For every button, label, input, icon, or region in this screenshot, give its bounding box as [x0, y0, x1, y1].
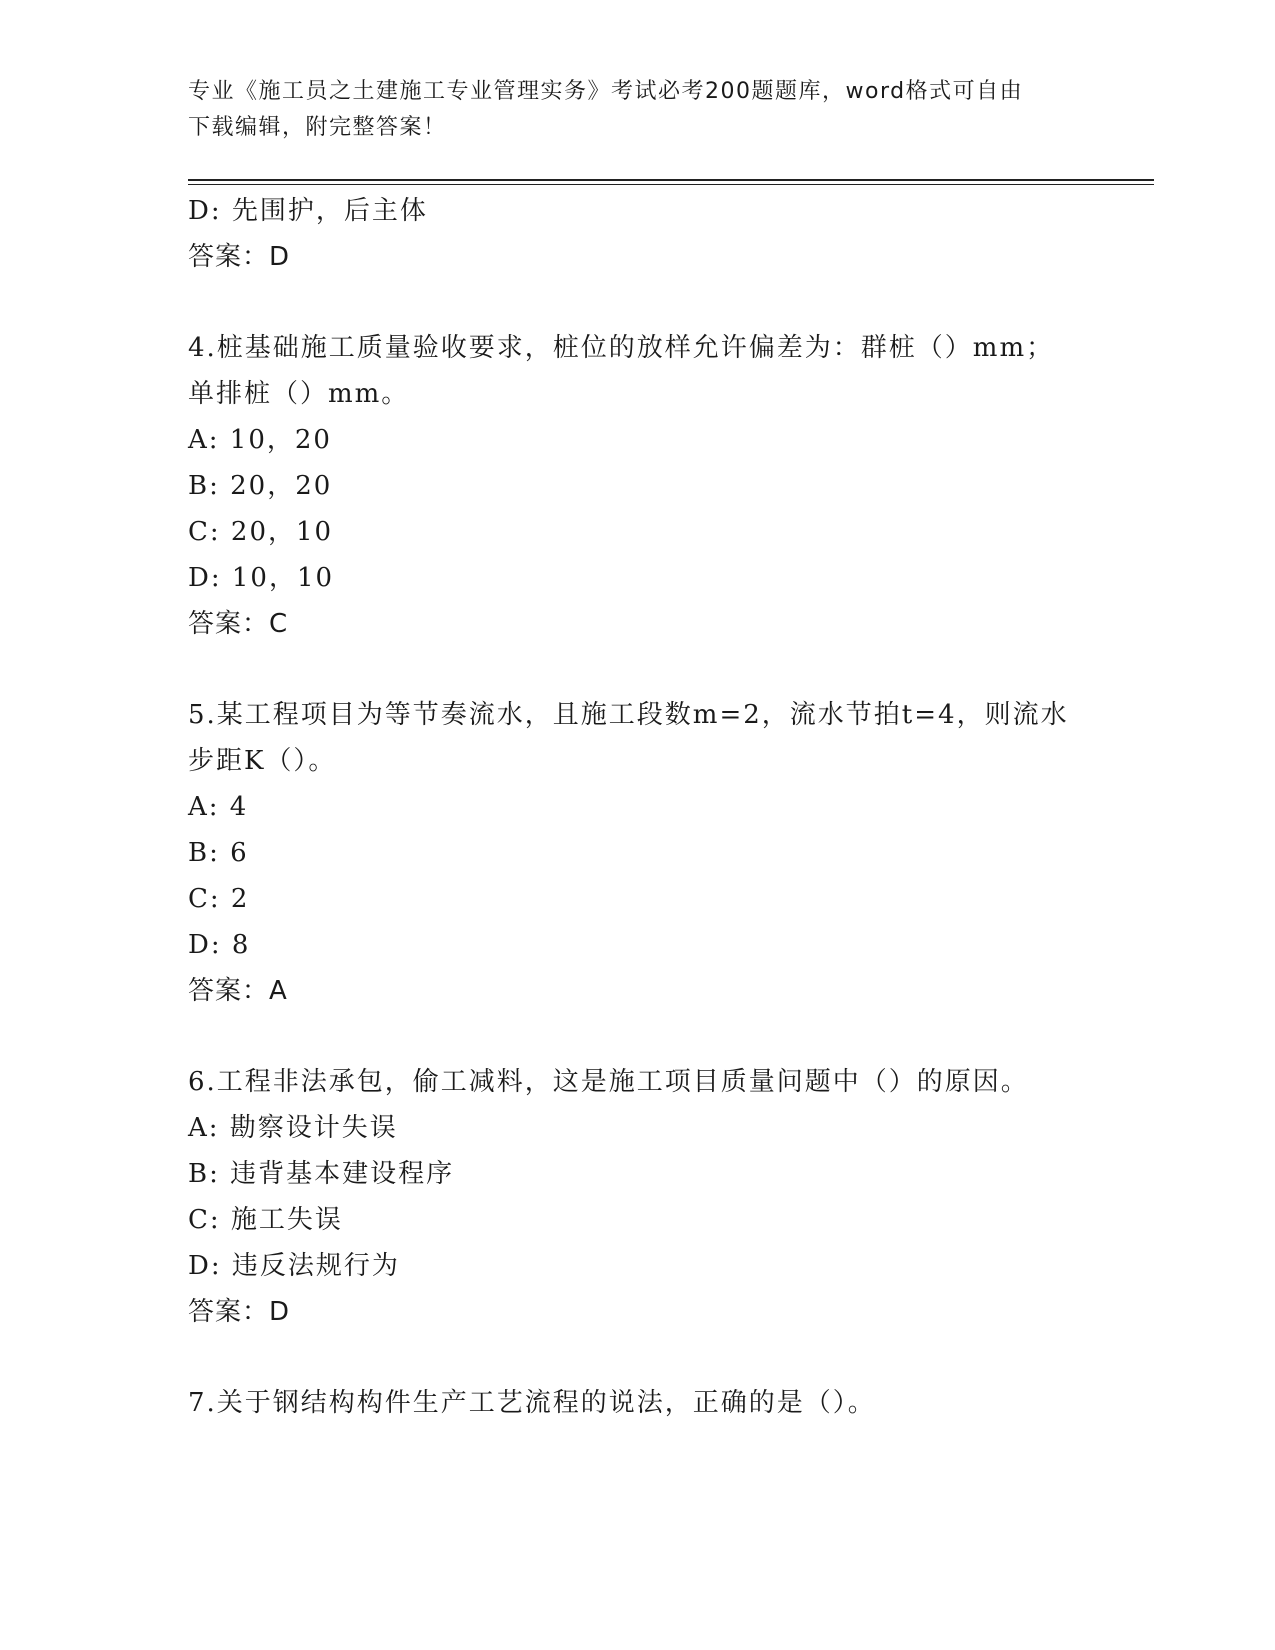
answer-line: 答案：A	[188, 976, 288, 1006]
question-3-fragment	[188, 188, 1088, 280]
option-d: D: 先围护，后主体	[188, 196, 428, 226]
option-d: D: 8	[188, 930, 251, 960]
header-divider-thick	[188, 179, 1154, 181]
question-6	[188, 1059, 1088, 1335]
question-4	[188, 325, 1088, 647]
question-text-line-1: 6.工程非法承包，偷工减料，这是施工项目质量问题中（）的原因。	[188, 1067, 1029, 1097]
header-line-2: 下载编辑，附完整答案！	[188, 115, 447, 140]
option-a: A: 勘察设计失误	[188, 1113, 398, 1143]
option-b: B: 6	[188, 838, 249, 868]
question-text-line-2: 步距K（）。	[188, 746, 337, 776]
answer-line: 答案：D	[188, 1297, 291, 1327]
option-c: C: 20，10	[188, 517, 334, 547]
question-5	[188, 692, 1088, 1014]
option-b: B: 20，20	[188, 471, 333, 501]
header-divider-thin	[188, 184, 1154, 185]
document-header	[188, 74, 1088, 146]
answer-line: 答案：C	[188, 609, 289, 639]
option-d: D: 违反法规行为	[188, 1251, 400, 1281]
option-a: A: 4	[188, 792, 249, 822]
question-text-line-1: 4.桩基础施工质量验收要求，桩位的放样允许偏差为：群桩（）mm；	[188, 333, 1055, 363]
option-a: A: 10，20	[188, 425, 332, 455]
option-b: B: 违背基本建设程序	[188, 1159, 455, 1189]
question-7	[188, 1380, 1088, 1426]
option-c: C: 2	[188, 884, 250, 914]
option-c: C: 施工失误	[188, 1205, 343, 1235]
question-list	[188, 188, 1088, 1426]
option-d: D: 10，10	[188, 563, 335, 593]
header-line-1: 专业《施工员之土建施工专业管理实务》考试必考200题题库，word格式可自由	[188, 79, 1024, 104]
question-text-line-2: 单排桩（）mm。	[188, 379, 410, 409]
answer-line: 答案：D	[188, 242, 291, 272]
question-text-line-1: 7.关于钢结构构件生产工艺流程的说法，正确的是（）。	[188, 1388, 876, 1418]
question-text-line-1: 5.某工程项目为等节奏流水，且施工段数m=2，流水节拍t=4，则流水	[188, 700, 1069, 730]
